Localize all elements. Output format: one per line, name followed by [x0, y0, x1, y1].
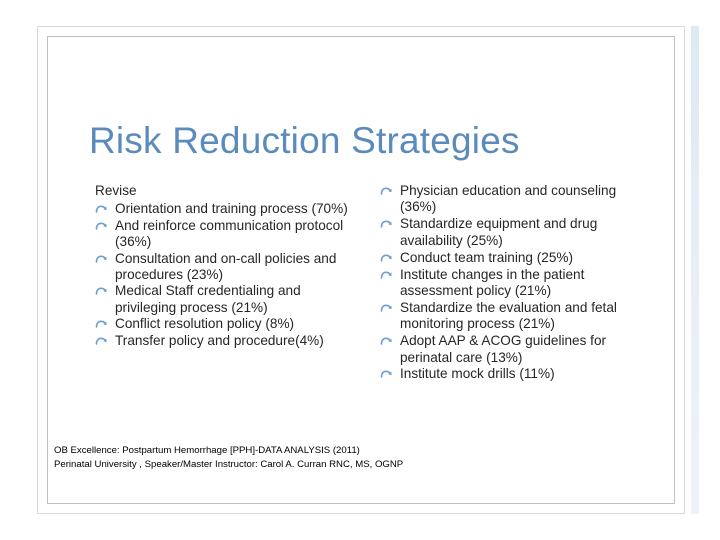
curl-arrow-icon: [95, 253, 108, 265]
list-item: [380, 250, 645, 266]
list-item-text: Adopt AAP & ACOG guidelines for perinatal care (13%): [400, 333, 607, 365]
list-item-text: Standardize the evaluation and fetal monitoring process (21%): [400, 299, 617, 332]
list-item: [95, 333, 350, 349]
list-item-text: Conflict resolution policy (8%): [115, 316, 295, 332]
list-item: [95, 283, 350, 316]
list-item: [380, 300, 645, 333]
list-item: [380, 267, 645, 300]
list-item-text: Transfer policy and procedure(4%): [115, 332, 324, 348]
curl-arrow-icon: [380, 302, 393, 314]
curl-arrow-icon: [380, 269, 393, 281]
list-item: [380, 333, 645, 366]
curl-arrow-icon: [95, 285, 108, 297]
source-line: Perinatal University , Speaker/Master Instructor: Carol A. Curran RNC, MS, OGNP: [54, 458, 404, 470]
list-item: [380, 366, 645, 382]
right-bullet-list: [380, 183, 645, 383]
list-item-text: Standardize equipment and drug availability (25%): [400, 216, 598, 248]
list-item-text: Institute mock drills (11%): [400, 366, 555, 382]
source-citation: [54, 444, 403, 471]
list-item: [380, 216, 645, 249]
curl-arrow-icon: [380, 335, 393, 347]
curl-arrow-icon: [95, 220, 108, 232]
curl-arrow-icon: [380, 218, 393, 230]
list-item: [95, 316, 350, 332]
list-item-text: Consultation and on-call policies and procedures (23%): [115, 250, 337, 283]
list-item: [95, 201, 350, 217]
list-item: [380, 183, 645, 216]
left-bullet-list: [95, 201, 350, 349]
curl-arrow-icon: [95, 318, 108, 330]
curl-arrow-icon: [380, 185, 393, 197]
right-column: [380, 183, 645, 383]
list-item-text: Orientation and training process (70%): [115, 201, 348, 217]
source-line: OB Excellence: Postpartum Hemorrhage [PPH]-DATA ANALYSIS (2011): [54, 445, 360, 456]
curl-arrow-icon: [380, 368, 393, 380]
left-column: [95, 183, 350, 349]
list-item-text: And reinforce communication protocol (36%): [115, 217, 344, 250]
list-item: [95, 251, 350, 284]
list-item: [95, 218, 350, 251]
list-item-text: Conduct team training (25%): [400, 249, 574, 265]
slide-accent-bar: [691, 26, 699, 514]
left-column-heading: Revise: [95, 183, 137, 198]
list-item-text: Physician education and counseling (36%): [400, 183, 617, 215]
curl-arrow-icon: [95, 203, 108, 215]
curl-arrow-icon: [95, 335, 108, 347]
curl-arrow-icon: [380, 252, 393, 264]
slide-title: Risk Reduction Strategies: [89, 120, 520, 161]
list-item-text: Institute changes in the patient assessment policy (21%): [400, 266, 585, 298]
list-item-text: Medical Staff credentialing and privileging process (21%): [115, 283, 301, 315]
